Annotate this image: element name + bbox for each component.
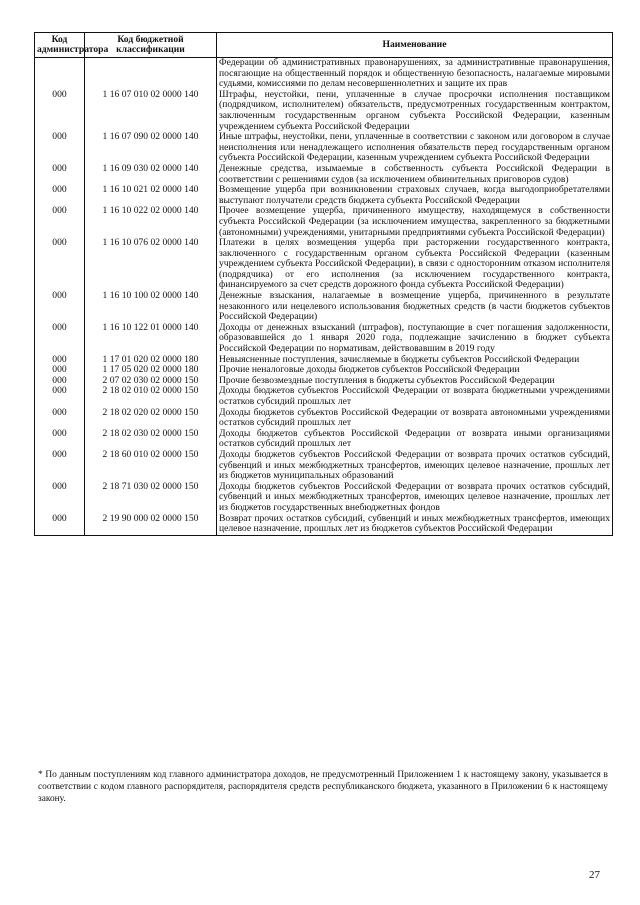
admin-code-cell: 000 (35, 164, 85, 185)
revenue-name-cell: Возврат прочих остатков субсидий, субвенций и иных межбюджетных трансфертов, имеющих целевое назначение, прошлых лет из бюджетов субъектов Российской Федерации (217, 514, 613, 536)
revenue-name-cell: Иные штрафы, неустойки, пени, уплаченные в соответствии с законом или договором в случае неисполнения или ненадлежащего исполнения обязательств перед государственным органом субъекта Российской Федерации, казенным учреждением субъекта Российской Федерации (217, 132, 613, 164)
kbk-code-cell: 1 17 05 020 02 0000 180 (85, 365, 217, 376)
table-row (35, 238, 613, 291)
kbk-code-cell: 1 16 10 021 02 0000 140 (85, 185, 217, 206)
admin-code-cell: 000 (35, 514, 85, 536)
admin-code-cell: 000 (35, 386, 85, 407)
table-row (35, 323, 613, 355)
kbk-code-cell: 2 18 60 010 02 0000 150 (85, 450, 217, 482)
revenue-name-cell: Невыясненные поступления, зачисляемые в бюджеты субъектов Российской Федерации (217, 355, 613, 366)
admin-code-cell: 000 (35, 132, 85, 164)
admin-code-cell (35, 58, 85, 90)
admin-code-cell: 000 (35, 376, 85, 387)
kbk-code-cell (85, 58, 217, 90)
revenue-name-cell: Федерации об административных правонарушениях, за административные правонарушения, посягающие на общественный порядок и общественную безопасность, налагаемые мировыми судьями, комиссиями по делам несовершеннолетних и защите их прав (217, 58, 613, 90)
table-row (35, 132, 613, 164)
revenue-name-cell: Доходы бюджетов субъектов Российской Федерации от возврата прочих остатков субсидий, субвенций и иных межбюджетных трансфертов, имеющих целевое назначение, прошлых лет из бюджетов государственных внебюджетных фондов (217, 482, 613, 514)
table-row (35, 450, 613, 482)
kbk-code-cell: 2 18 02 030 02 0000 150 (85, 429, 217, 450)
revenue-name-cell: Возмещение ущерба при возникновении страховых случаев, когда выгодоприобретателями выступают получатели средств бюджета субъекта Российской Федерации (217, 185, 613, 206)
revenue-name-cell: Денежные взыскания, налагаемые в возмещение ущерба, причиненного в результате незаконного или нецелевого использования бюджетных средств (в части бюджетов субъектов Российской Федерации) (217, 291, 613, 323)
revenue-name-cell: Прочее возмещение ущерба, причиненного имуществу, находящемуся в собственности субъекта Российской Федерации (за исключением имущества, закрепленного за бюджетными (автономными) учреждениями, унитарными предприятиями субъекта Российской Федерации) (217, 206, 613, 238)
header-admin-code: Код администратора (35, 33, 85, 58)
table-row (35, 185, 613, 206)
table-body (35, 58, 613, 536)
revenue-name-cell: Доходы от денежных взысканий (штрафов), поступающие в счет погашения задолженности, образовавшейся до 1 января 2020 года, подлежащие зачислению в бюджет субъекта Российской Федерации по нормативам, действовавшим в 2019 году (217, 323, 613, 355)
revenue-name-cell: Штрафы, неустойки, пени, уплаченные в случае просрочки исполнения поставщиком (подрядчиком, исполнителем) обязательств, предусмотренных государственным контрактом, заключенным государственным органом субъекта Российской Федерации, казенным учреждением субъекта Российской Федерации (217, 90, 613, 132)
admin-code-cell: 000 (35, 429, 85, 450)
table-row (35, 386, 613, 407)
admin-code-cell: 000 (35, 365, 85, 376)
kbk-code-cell: 2 07 02 030 02 0000 150 (85, 376, 217, 387)
kbk-code-cell: 1 16 09 030 02 0000 140 (85, 164, 217, 185)
kbk-code-cell: 1 16 07 090 02 0000 140 (85, 132, 217, 164)
kbk-code-cell: 1 16 10 022 02 0000 140 (85, 206, 217, 238)
revenue-name-cell: Доходы бюджетов субъектов Российской Федерации от возврата иными организациями остатков субсидий прошлых лет (217, 429, 613, 450)
kbk-code-cell: 2 18 02 020 02 0000 150 (85, 408, 217, 429)
header-kbk-code: Код бюджетной классификации (85, 33, 217, 58)
admin-code-cell: 000 (35, 206, 85, 238)
kbk-code-cell: 1 16 10 122 01 0000 140 (85, 323, 217, 355)
budget-codes-table (34, 32, 613, 536)
table-row (35, 164, 613, 185)
revenue-name-cell: Доходы бюджетов субъектов Российской Федерации от возврата бюджетными учреждениями остатков субсидий прошлых лет (217, 386, 613, 407)
kbk-code-cell: 1 16 10 100 02 0000 140 (85, 291, 217, 323)
table-row (35, 408, 613, 429)
kbk-code-cell: 1 16 10 076 02 0000 140 (85, 238, 217, 291)
table-row (35, 206, 613, 238)
table-header-row (35, 33, 613, 58)
kbk-code-cell: 1 16 07 010 02 0000 140 (85, 90, 217, 132)
footnote: * По данным поступлениям код главного администратора доходов, не предусмотренный Приложением 1 к настоящему закону, указывается в соответствии с кодом главного распорядителя, распорядителя средств республиканского бюджета, указанного в Приложении 6 к настоящему закону. (38, 770, 608, 804)
kbk-code-cell: 1 17 01 020 02 0000 180 (85, 355, 217, 366)
table-row (35, 429, 613, 450)
revenue-name-cell: Прочие безвозмездные поступления в бюджеты субъектов Российской Федерации (217, 376, 613, 387)
revenue-name-cell: Прочие неналоговые доходы бюджетов субъектов Российской Федерации (217, 365, 613, 376)
revenue-name-cell: Доходы бюджетов субъектов Российской Федерации от возврата прочих остатков субсидий, субвенций и иных межбюджетных трансфертов, имеющих целевое назначение, прошлых лет из бюджетов муниципальных образований (217, 450, 613, 482)
admin-code-cell: 000 (35, 408, 85, 429)
table-row (35, 90, 613, 132)
table-row (35, 291, 613, 323)
table-row (35, 514, 613, 536)
admin-code-cell: 000 (35, 323, 85, 355)
kbk-code-cell: 2 19 90 000 02 0000 150 (85, 514, 217, 536)
table-row (35, 482, 613, 514)
admin-code-cell: 000 (35, 185, 85, 206)
revenue-name-cell: Денежные средства, изымаемые в собственность субъекта Российской Федерации в соответствии с решениями судов (за исключением обвинительных приговоров судов) (217, 164, 613, 185)
admin-code-cell: 000 (35, 90, 85, 132)
admin-code-cell: 000 (35, 291, 85, 323)
admin-code-cell: 000 (35, 238, 85, 291)
admin-code-cell: 000 (35, 482, 85, 514)
table-row (35, 58, 613, 90)
kbk-code-cell: 2 18 02 010 02 0000 150 (85, 386, 217, 407)
kbk-code-cell: 2 18 71 030 02 0000 150 (85, 482, 217, 514)
admin-code-cell: 000 (35, 450, 85, 482)
page-number: 27 (589, 869, 600, 881)
revenue-name-cell: Платежи в целях возмещения ущерба при расторжении государственного контракта, заключенного с государственным органом субъекта Российской Федерации (казенным учреждением субъекта Российской Федерации), в связи с односторонним отказом исполнителя (подрядчика) от его исполнения (за исключением государственного контракта, финансируемого за счет средств дорожного фонда субъекта Российской Федерации) (217, 238, 613, 291)
admin-code-cell: 000 (35, 355, 85, 366)
revenue-name-cell: Доходы бюджетов субъектов Российской Федерации от возврата автономными учреждениями остатков субсидий прошлых лет (217, 408, 613, 429)
header-name: Наименование (217, 33, 613, 58)
